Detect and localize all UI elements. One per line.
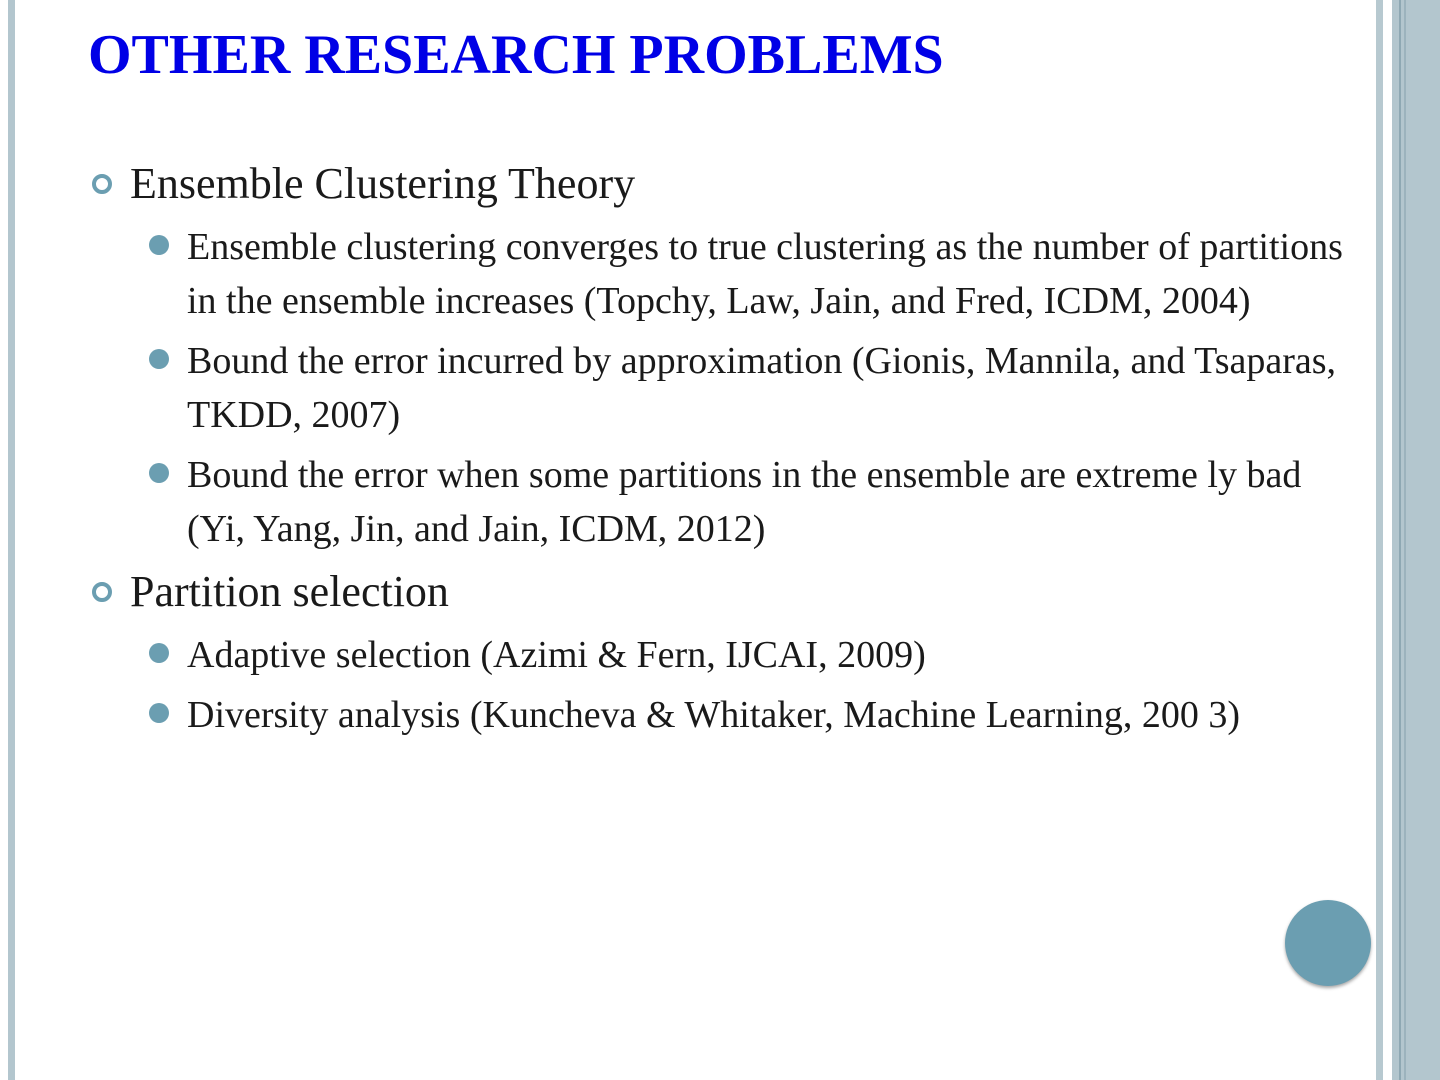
right-frame-line	[1404, 0, 1406, 1080]
slide-title: OTHER RESEARCH PROBLEMS	[88, 24, 944, 86]
hollow-bullet-icon	[92, 174, 112, 194]
slide-content	[88, 150, 1368, 748]
bullet-icon	[149, 235, 169, 255]
list-item	[145, 688, 1368, 742]
right-frame-line	[1399, 0, 1401, 1080]
bullet-icon	[149, 463, 169, 483]
list-item	[145, 220, 1368, 328]
list-item-text: Adaptive selection (Azimi & Fern, IJCAI, 2009)	[187, 634, 926, 676]
list-item	[145, 628, 1368, 682]
bullet-icon	[149, 349, 169, 369]
list-item	[145, 334, 1368, 442]
left-border-strip	[8, 0, 15, 1080]
section-heading	[88, 562, 1368, 622]
section-heading-text: Ensemble Clustering Theory	[130, 159, 636, 208]
bullet-icon	[149, 703, 169, 723]
section-heading	[88, 154, 1368, 214]
list-item-text: Bound the error incurred by approximation (Gionis, Mannila, and Tsaparas, TKDD, 2007)	[187, 340, 1337, 436]
list-item-text: Ensemble clustering converges to true clustering as the number of partitions in the ensemble increases (Topchy, Law, Jain, and Fred, ICDM, 2004)	[187, 226, 1343, 322]
list-item-text: Bound the error when some partitions in the ensemble are extreme ly bad (Yi, Yang, Jin, and Jain, ICDM, 2012)	[187, 454, 1302, 550]
hollow-bullet-icon	[92, 582, 112, 602]
decorative-circle	[1285, 900, 1371, 986]
list-item-text: Diversity analysis (Kuncheva & Whitaker, Machine Learning, 200 3)	[187, 694, 1241, 736]
bullet-icon	[149, 643, 169, 663]
section-heading-text: Partition selection	[130, 567, 449, 616]
right-frame-stripe	[1376, 0, 1383, 1080]
list-item	[145, 448, 1368, 556]
